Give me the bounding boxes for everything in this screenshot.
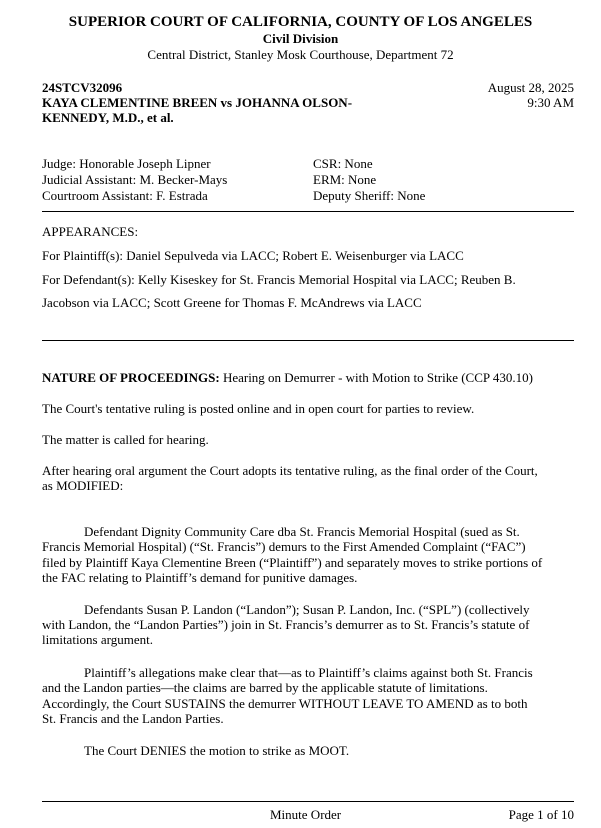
hearing-time: 9:30 AM xyxy=(527,95,574,110)
page-number: Page 1 of 10 xyxy=(508,807,574,822)
case-number: 24STCV32096 xyxy=(42,80,123,95)
case-title-line2: KENNEDY, M.D., et al. xyxy=(42,110,174,125)
courthouse-location: Central District, Stanley Mosk Courthouse, Department 72 xyxy=(147,47,454,62)
divider xyxy=(42,340,574,341)
ruling-para1-line: Francis Memorial Hospital) (“St. Francis”) demurs to the First Amended Complaint (“FAC”) xyxy=(42,539,526,554)
ruling-para3-line: Plaintiff’s allegations make clear that—as to Plaintiff’s claims against both St. Francis xyxy=(84,665,533,680)
judicial-assistant: Judicial Assistant: M. Becker-Mays xyxy=(42,172,228,187)
footer-label: Minute Order xyxy=(270,807,342,822)
ruling-para1-line: filed by Plaintiff Kaya Clementine Breen (“Plaintiff”) and separately moves to strike portions of xyxy=(42,555,543,570)
erm: ERM: None xyxy=(313,172,377,187)
ruling-para4: The Court DENIES the motion to strike as MOOT. xyxy=(84,743,350,758)
adopts-ruling-line1: After hearing oral argument the Court adopts its tentative ruling, as the final order of the Court, xyxy=(42,463,538,478)
ruling-para3-line: St. Francis and the Landon Parties. xyxy=(42,711,224,726)
ruling-para2-line: with Landon, the “Landon Parties”) join in St. Francis’s demurrer as to St. Francis’s statute of xyxy=(42,617,530,632)
ruling-para2-line: Defendants Susan P. Landon (“Landon”); Susan P. Landon, Inc. (“SPL”) (collectively xyxy=(84,602,530,617)
courtroom-assistant: Courtroom Assistant: F. Estrada xyxy=(42,188,208,203)
proceedings-label: NATURE OF PROCEEDINGS: xyxy=(42,370,220,385)
called-for-hearing: The matter is called for hearing. xyxy=(42,432,209,447)
division-label: Civil Division xyxy=(262,31,339,46)
tentative-ruling-note: The Court's tentative ruling is posted online and in open court for parties to review. xyxy=(42,401,475,416)
court-title: SUPERIOR COURT OF CALIFORNIA, COUNTY OF LOS ANGELES xyxy=(68,14,533,30)
judge: Judge: Honorable Joseph Lipner xyxy=(42,156,211,171)
csr: CSR: None xyxy=(313,156,373,171)
proceedings-value: Hearing on Demurrer - with Motion to Strike (CCP 430.10) xyxy=(219,370,533,385)
defendant-appearance-line2: Jacobson via LACC; Scott Greene for Thomas F. McAndrews via LACC xyxy=(42,295,422,310)
hearing-date: August 28, 2025 xyxy=(487,80,574,95)
case-title-line1: KAYA CLEMENTINE BREEN vs JOHANNA OLSON- xyxy=(42,95,353,110)
ruling-para3-line: Accordingly, the Court SUSTAINS the demurrer WITHOUT LEAVE TO AMEND as to both xyxy=(42,696,528,711)
ruling-para2-line: limitations argument. xyxy=(42,632,153,647)
plaintiff-appearance: For Plaintiff(s): Daniel Sepulveda via LACC; Robert E. Weisenburger via LACC xyxy=(42,248,464,263)
divider xyxy=(42,211,574,212)
ruling-para1-line: Defendant Dignity Community Care dba St. Francis Memorial Hospital (sued as St. xyxy=(84,524,520,539)
ruling-para1-line: the FAC relating to Plaintiff’s demand for punitive damages. xyxy=(42,570,358,585)
defendant-appearance-line1: For Defendant(s): Kelly Kiseskey for St. Francis Memorial Hospital via LACC; Reuben B. xyxy=(42,272,516,287)
ruling-para3-line: and the Landon parties—the claims are barred by the applicable statute of limitations. xyxy=(42,680,488,695)
deputy-sheriff: Deputy Sheriff: None xyxy=(313,188,426,203)
nature-of-proceedings xyxy=(42,370,533,385)
footer-divider xyxy=(42,801,574,802)
adopts-ruling-line2: as MODIFIED: xyxy=(42,478,124,493)
appearances-heading: APPEARANCES: xyxy=(42,224,139,239)
